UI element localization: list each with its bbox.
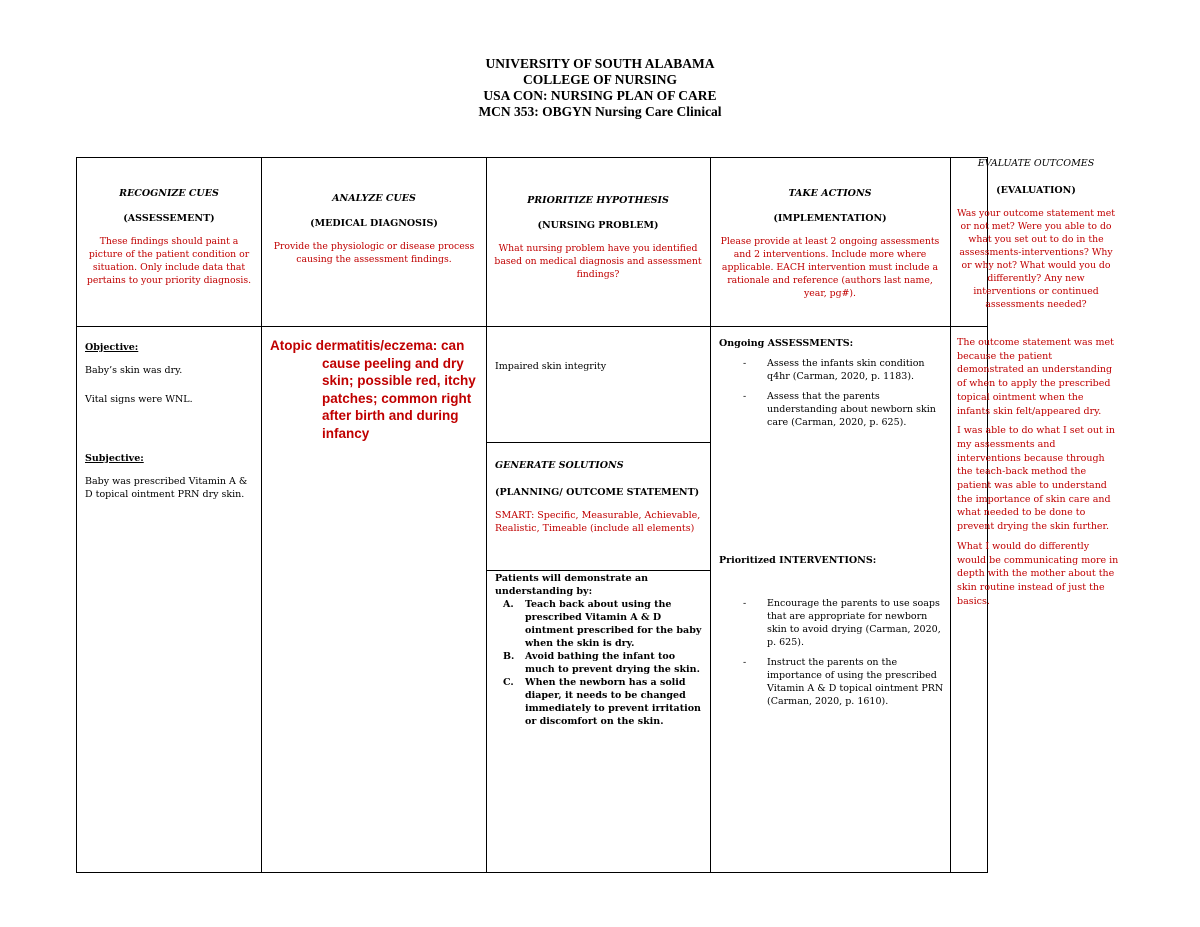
objective-item: Baby’s skin was dry. [85,365,183,376]
prioritize-desc: What nursing problem have you identified based on medical diagnosis and assessment findings? [494,243,702,280]
header-take-actions [716,187,944,300]
generate-sub: (PLANNING/ OUTCOME STATEMENT) [495,487,700,498]
outcome-letter: C. [503,677,514,688]
evaluation-paragraph: The outcome statement was met because the patient demonstrated an understanding of when to apply the prescribed topical ointment when the infants skin felt/appeared dry. [957,337,1114,417]
outcome-intro: Patients will demonstrate an understanding by: [495,573,649,597]
bullet-dash: - [743,391,747,402]
implementation-cell [719,337,945,708]
outcome-letter: A. [503,599,514,610]
outcome-item-b [495,650,707,676]
ongoing-assessments-label: Ongoing ASSESSMENTS: [719,338,854,349]
recognize-desc: These findings should paint a picture of the patient condition or situation. Only include data that pertains to your priority diagnosis. [86,236,252,286]
nursing-problem-divider [486,442,710,443]
evaluate-desc: Was your outcome statement met or not met? Were you able to do what you set out to do in the assessments-interventions? Why or why not? What would you do differently? Any new interventions or continued assessments needed? [957,208,1115,310]
evaluation-cell [957,336,1119,608]
objective-item: Vital signs were WNL. [85,394,193,405]
analyze-title: ANALYZE CUES [332,193,416,204]
prioritize-sub: (NURSING PROBLEM) [537,220,659,231]
generate-solutions-divider [486,570,710,571]
college-name: COLLEGE OF NURSING [522,72,678,87]
course-title: MCN 353: OBGYN Nursing Care Clinical [478,104,722,119]
nursing-problem-cell [495,360,705,373]
analyze-desc: Provide the physiologic or disease process causing the assessment findings. [273,241,475,265]
outcome-item-a [495,598,707,650]
intervention-item [719,656,945,708]
header-row-divider [77,326,987,327]
university-name: UNIVERSITY OF SOUTH ALABAMA [485,56,715,71]
col-divider-2 [486,158,487,872]
ongoing-assessment-text: Assess the infants skin condition q4hr (Carman, 2020, p. 1183). [767,358,925,382]
take-actions-title: TAKE ACTIONS [788,188,872,199]
nursing-problem: Impaired skin integrity [495,361,607,372]
header-evaluate-outcomes-content [955,157,1117,311]
ongoing-assessment-text: Assess that the parents understanding about newborn skin care (Carman, 2020, p. 625). [767,391,936,428]
document-title-block [0,56,1200,120]
recognize-title: RECOGNIZE CUES [119,188,219,199]
bullet-dash: - [743,598,747,609]
bullet-dash: - [743,657,747,668]
bullet-dash: - [743,358,747,369]
recognize-sub: (ASSESSEMENT) [123,213,215,224]
subjective-item: Baby was prescribed Vitamin A & D topical ointment PRN dry skin. [85,476,248,500]
header-analyze-cues [268,192,480,266]
outcome-letter: B. [503,651,515,662]
prioritize-title: PRIORITIZE HYPOTHESIS [527,195,669,206]
generate-solutions-cell [495,459,705,535]
header-prioritize-hypothesis [492,194,704,281]
generate-title: GENERATE SOLUTIONS [495,460,624,471]
header-recognize-cues [83,187,255,287]
medical-diagnosis-cell [270,337,482,442]
outcome-statement-cell [495,572,707,728]
ongoing-assessment-item [719,357,945,383]
intervention-text: Encourage the parents to use soaps that are appropriate for newborn skin to avoid drying (Carman, 2020, p. 625). [767,598,941,648]
outcome-text: When the newborn has a solid diaper, it needs to be changed immediately to prevent irritation or discomfort on the skin. [525,677,701,727]
objective-label: Objective: [85,342,139,353]
outcome-text: Avoid bathing the infant too much to prevent drying the skin. [525,651,700,675]
generate-desc: SMART: Specific, Measurable, Achievable, Realistic, Timeable (include all elements) [495,510,701,534]
evaluate-sub: (EVALUATION) [996,185,1076,196]
analyze-sub: (MEDICAL DIAGNOSIS) [310,218,438,229]
intervention-item [719,597,945,649]
take-actions-desc: Please provide at least 2 ongoing assessments and 2 interventions. Include more where applicable. EACH intervention must include a rationale and reference (authors last name, year, pg#). [720,236,940,299]
prioritized-interventions-label: Prioritized INTERVENTIONS: [719,555,877,566]
evaluation-paragraph: I was able to do what I set out in my assessments and interventions because through the teach-back method the patient was able to understand the importance of skin care and what needed to be done to prevent drying the skin further. [957,425,1115,533]
evaluation-paragraph: What I would do differently would be communicating more in depth with the mother about the skin routine instead of just the basics. [957,540,1119,607]
subjective-label: Subjective: [85,453,144,464]
col-divider-4 [950,158,951,872]
ongoing-assessment-item [719,390,945,429]
intervention-text: Instruct the parents on the importance of using the prescribed Vitamin A & D topical ointment PRN (Carman, 2020, p. 1610). [767,657,944,707]
take-actions-sub: (IMPLEMENTATION) [773,213,887,224]
plan-title: USA CON: NURSING PLAN OF CARE [483,88,717,103]
care-plan-table [76,157,988,873]
col-divider-3 [710,158,711,872]
outcome-text: Teach back about using the prescribed Vitamin A & D ointment prescribed for the baby when the skin is dry. [525,599,702,649]
diagnosis-first-line: Atopic dermatitis/eczema: can [270,338,465,353]
assessment-cell [85,341,257,501]
evaluate-title: EVALUATE OUTCOMES [977,158,1095,169]
col-divider-1 [261,158,262,872]
diagnosis-rest: cause peeling and dry skin; possible red, itchy patches; common right after birth and during infancy [322,355,476,441]
outcome-item-c [495,676,707,728]
